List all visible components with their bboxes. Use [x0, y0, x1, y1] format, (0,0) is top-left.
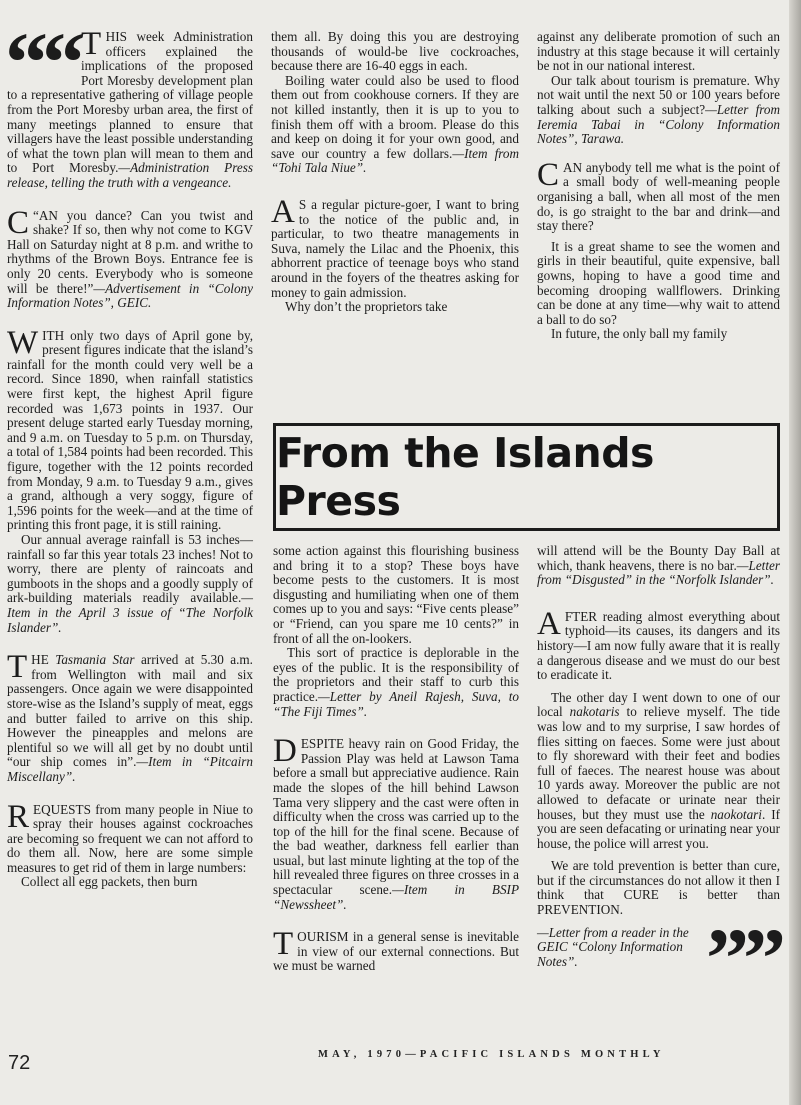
issue-footer: MAY, 1970—PACIFIC ISLANDS MONTHLY [318, 1049, 665, 1060]
column-3 [537, 30, 780, 354]
article-niue-cockroaches-cont [271, 30, 519, 176]
drop-cap: R [7, 798, 30, 835]
article-body: some action against this flourishing business and bring it to a stop? These boys have become pests to the customers. It is most disgusting and humiliating when one of them comes up to you and says: “Five cents please” or “Friend, can you spare me 10 cents?” in front of all the on-lookers. [273, 543, 519, 646]
drop-cap: C [537, 156, 560, 193]
article-source: —Letter from Ieremia Tabai in “Colony Information Notes”, Tarawa. [537, 101, 780, 147]
article-source: —Item in BSIP “Newssheet”. [273, 882, 520, 912]
close-quote-mark: ”” [706, 909, 780, 1006]
article-body: HE [31, 652, 56, 668]
article-body: Our talk about tourism is premature. Why not wait until the next 50 or 100 years before talking about such a subject? [537, 72, 780, 117]
article-body: AN you dance? Can you twist and shake? If so, then why not come to KGV Hall on Saturday night at 8 p.m. and writhe to rhythms of the Brown Boys. Entrance fee is only 20 cents. Everybody who is someone will be there!” [7, 207, 253, 296]
article-source: —Letter by Aneil Rajesh, Suva, to “The Fiji Times”. [273, 688, 519, 719]
article-source: —Item in “Pitcairn Miscellany”. [7, 754, 253, 784]
drop-cap: D [273, 733, 297, 770]
article-body: This sort of practice is deplorable in the eyes of the public. It is the responsibility of the proprietors and their staff to curb this practice. [273, 645, 519, 704]
column-2 [271, 30, 519, 327]
article-body: ESPITE heavy rain on Good Friday, the Passion Play was held at Lawson Tama before a small but appreciative audience. Rain made the slopes of the hill behind Lawson Tama very slippery and the cast were often in difficulty when the cross was carried up to the top of the hill for the final scene. Because of the bad weather, darkness fell earlier than usual, but last minute lighting at the top of the hill revealed three figures on three crosses in a spectacular scene. [273, 736, 519, 898]
article-typhoid [537, 605, 781, 1006]
article-body: In future, the only ball my family [551, 326, 728, 342]
article-body: OURISM in a general sense is inevitable in view of our external connections. But we must be warned [273, 929, 519, 974]
page-edge-shadow [789, 0, 801, 1105]
article-tourism-cont [537, 30, 780, 147]
open-quote-mark: ““ [5, 14, 79, 110]
drop-cap: T [7, 649, 28, 686]
article-norfolk-rainfall [7, 324, 253, 635]
column-5 [537, 543, 781, 1006]
article-body: AN anybody tell me what is the point of a small body of well-meaning people organising a ball, when all most of the men do, is go straight to the bar and drink—and stay there? [537, 159, 780, 234]
article-ball-letter-cont [537, 544, 780, 588]
article-port-moresby [5, 14, 253, 191]
article-body: to relieve myself. The tide was low and to my surprise, I saw hordes of flies sitting on faeces. Some were just about to fly shoreward with their feet and bodies full of faeces. The nearest house was about 10 yards away. Moreover the public are not allowed to defacate or urinate near their houses, but they must use the [537, 704, 781, 822]
article-source: —Letter from a reader in the GEIC “Colony Information Notes”. [537, 924, 689, 969]
article-suva-theatres [271, 193, 519, 315]
article-body: HIS week Administration officers explained the implications of the proposed Port Moresby development plan to a representative gathering of village people from the Port Moresby urban area, the first of many meetings planned to ensure that villagers have the least possible understanding of what the town plan will mean to them and to Port Moresby. [7, 29, 253, 176]
drop-cap: A [537, 605, 561, 642]
drop-cap: C [7, 204, 30, 241]
article-passion-play [273, 733, 520, 912]
article-source: —Administration Press release, telling the truth with a vengeance. [7, 160, 253, 190]
article-body: . If you are seen defacating or urinating near your house, the police will arrest you. [537, 806, 780, 851]
page-number: 72 [8, 1052, 31, 1074]
article-suva-theatres-cont [273, 544, 519, 719]
article-dance-advert [7, 204, 253, 311]
local-term: nakotaris [569, 704, 620, 720]
drop-cap: W [7, 324, 39, 361]
article-body: them all. By doing this you are destroying thousands of would-be live cockroaches, because there are 16-40 eggs in each. [271, 29, 519, 74]
article-body: ITH only two days of April gone by, present figures indicate that the island’s rainfall for the month could very well be a record. Since 1890, when rainfall statistics were first kept, the highest April figure recorded was 1,673 points in 1937. Our present deluge started early Tuesday morning, and 9 a.m. on Tuesday to 5 p.m. on Thursday, a total of 1,584 points had been recorded. This figure, together with the 12 points recorded from Monday, 9 a.m. to Tuesday 9 a.m., gives a grand, although a very soggy, figure of 1,596 points for the week—and at the time of printing this front page, it is still raining. [7, 327, 253, 533]
local-term: naokotari [710, 806, 762, 822]
article-body: against any deliberate promotion of such an industry at this stage because it will certainly be not in our national interest. [537, 29, 780, 74]
article-body: arrived at 5.30 a.m. from Wellington with mail and six passengers. Once again we were disappointed store-wise as the Island’s supply of meat, eggs and butter failed to arrive on this ship. However the pineapples and melons are plentiful so we will all get by no doubt until “our ship comes in”. [7, 652, 253, 770]
article-body: It is a great shame to see the women and girls in their beautiful, quite expensive, ball gowns, hoping to have a good time and becoming drooping wallflowers. Drinking can be done at any time—why wait to attend a ball to do so? [537, 238, 780, 327]
article-body: S a regular picture-goer, I want to bring to the notice of the public and, in particular, to two theatre managements in Suva, namely the Lilac and the Phoenix, this abhorrent practice of teenage boys who stand around in the foyers of the theatres asking for money to gain admission. [271, 196, 519, 300]
article-tasmania-star [7, 649, 253, 784]
drop-cap: A [271, 193, 295, 230]
article-source: —Letter from “Disgusted” in the “Norfolk Islander”. [537, 557, 780, 588]
drop-cap: T [273, 926, 294, 963]
drop-cap: T [81, 26, 102, 62]
article-niue-cockroaches [7, 798, 253, 891]
ship-name: Tasmania Star [55, 652, 135, 668]
article-ball-letter [537, 156, 780, 342]
article-body: The other day I went down to one of our local [537, 689, 780, 720]
column-4 [273, 544, 519, 986]
article-body: Collect all egg packets, then burn [21, 874, 198, 890]
article-body: We are told prevention is better than cure, but if the circumstances do not allow it then I think that CURE is better than PREVENTION. [537, 858, 780, 918]
section-banner [273, 423, 780, 531]
article-source: —Advertisement in “Colony Information Notes”, GEIC. [7, 280, 253, 311]
article-body: EQUESTS from many people in Niue to spray their houses against cockroaches are becoming so frequent we can not afford to do them all. Now, here are some simple measures to get rid of them in large numbers: [7, 801, 253, 875]
section-title: From the Islands Press [276, 429, 654, 525]
article-body: Boiling water could also be used to flood them out from cookhouse corners. If they are not killed instantly, then it is up to you to finish them off with a broom. Please do this and keep on doing it for your own good, and save our country a few dollars. [271, 72, 519, 161]
article-body: FTER reading almost everything about typhoid—its causes, its dangers and its history—I am now fully aware that it is really a dangerous disease and we must do our best to eradicate it. [537, 608, 780, 683]
column-1 [5, 14, 253, 902]
article-body: Why don’t the proprietors take [285, 299, 448, 315]
article-body: Our annual average rainfall is 53 inches—rainfall so far this year totals 23 inches! Not to worry, there are plenty of raincoats and gumboots in the shops and a goodly supply of ark-building materials readily available. [7, 532, 253, 606]
article-body: will attend will be the Bounty Day Ball at which, thank heavens, there is no bar. [537, 543, 780, 573]
article-source: —Item in the April 3 issue of “The Norfolk Islander”. [7, 590, 253, 635]
article-tourism [273, 926, 519, 974]
article-source: —Item from “Tohi Tala Niue”. [271, 145, 519, 176]
open-quote: “ [33, 207, 39, 223]
